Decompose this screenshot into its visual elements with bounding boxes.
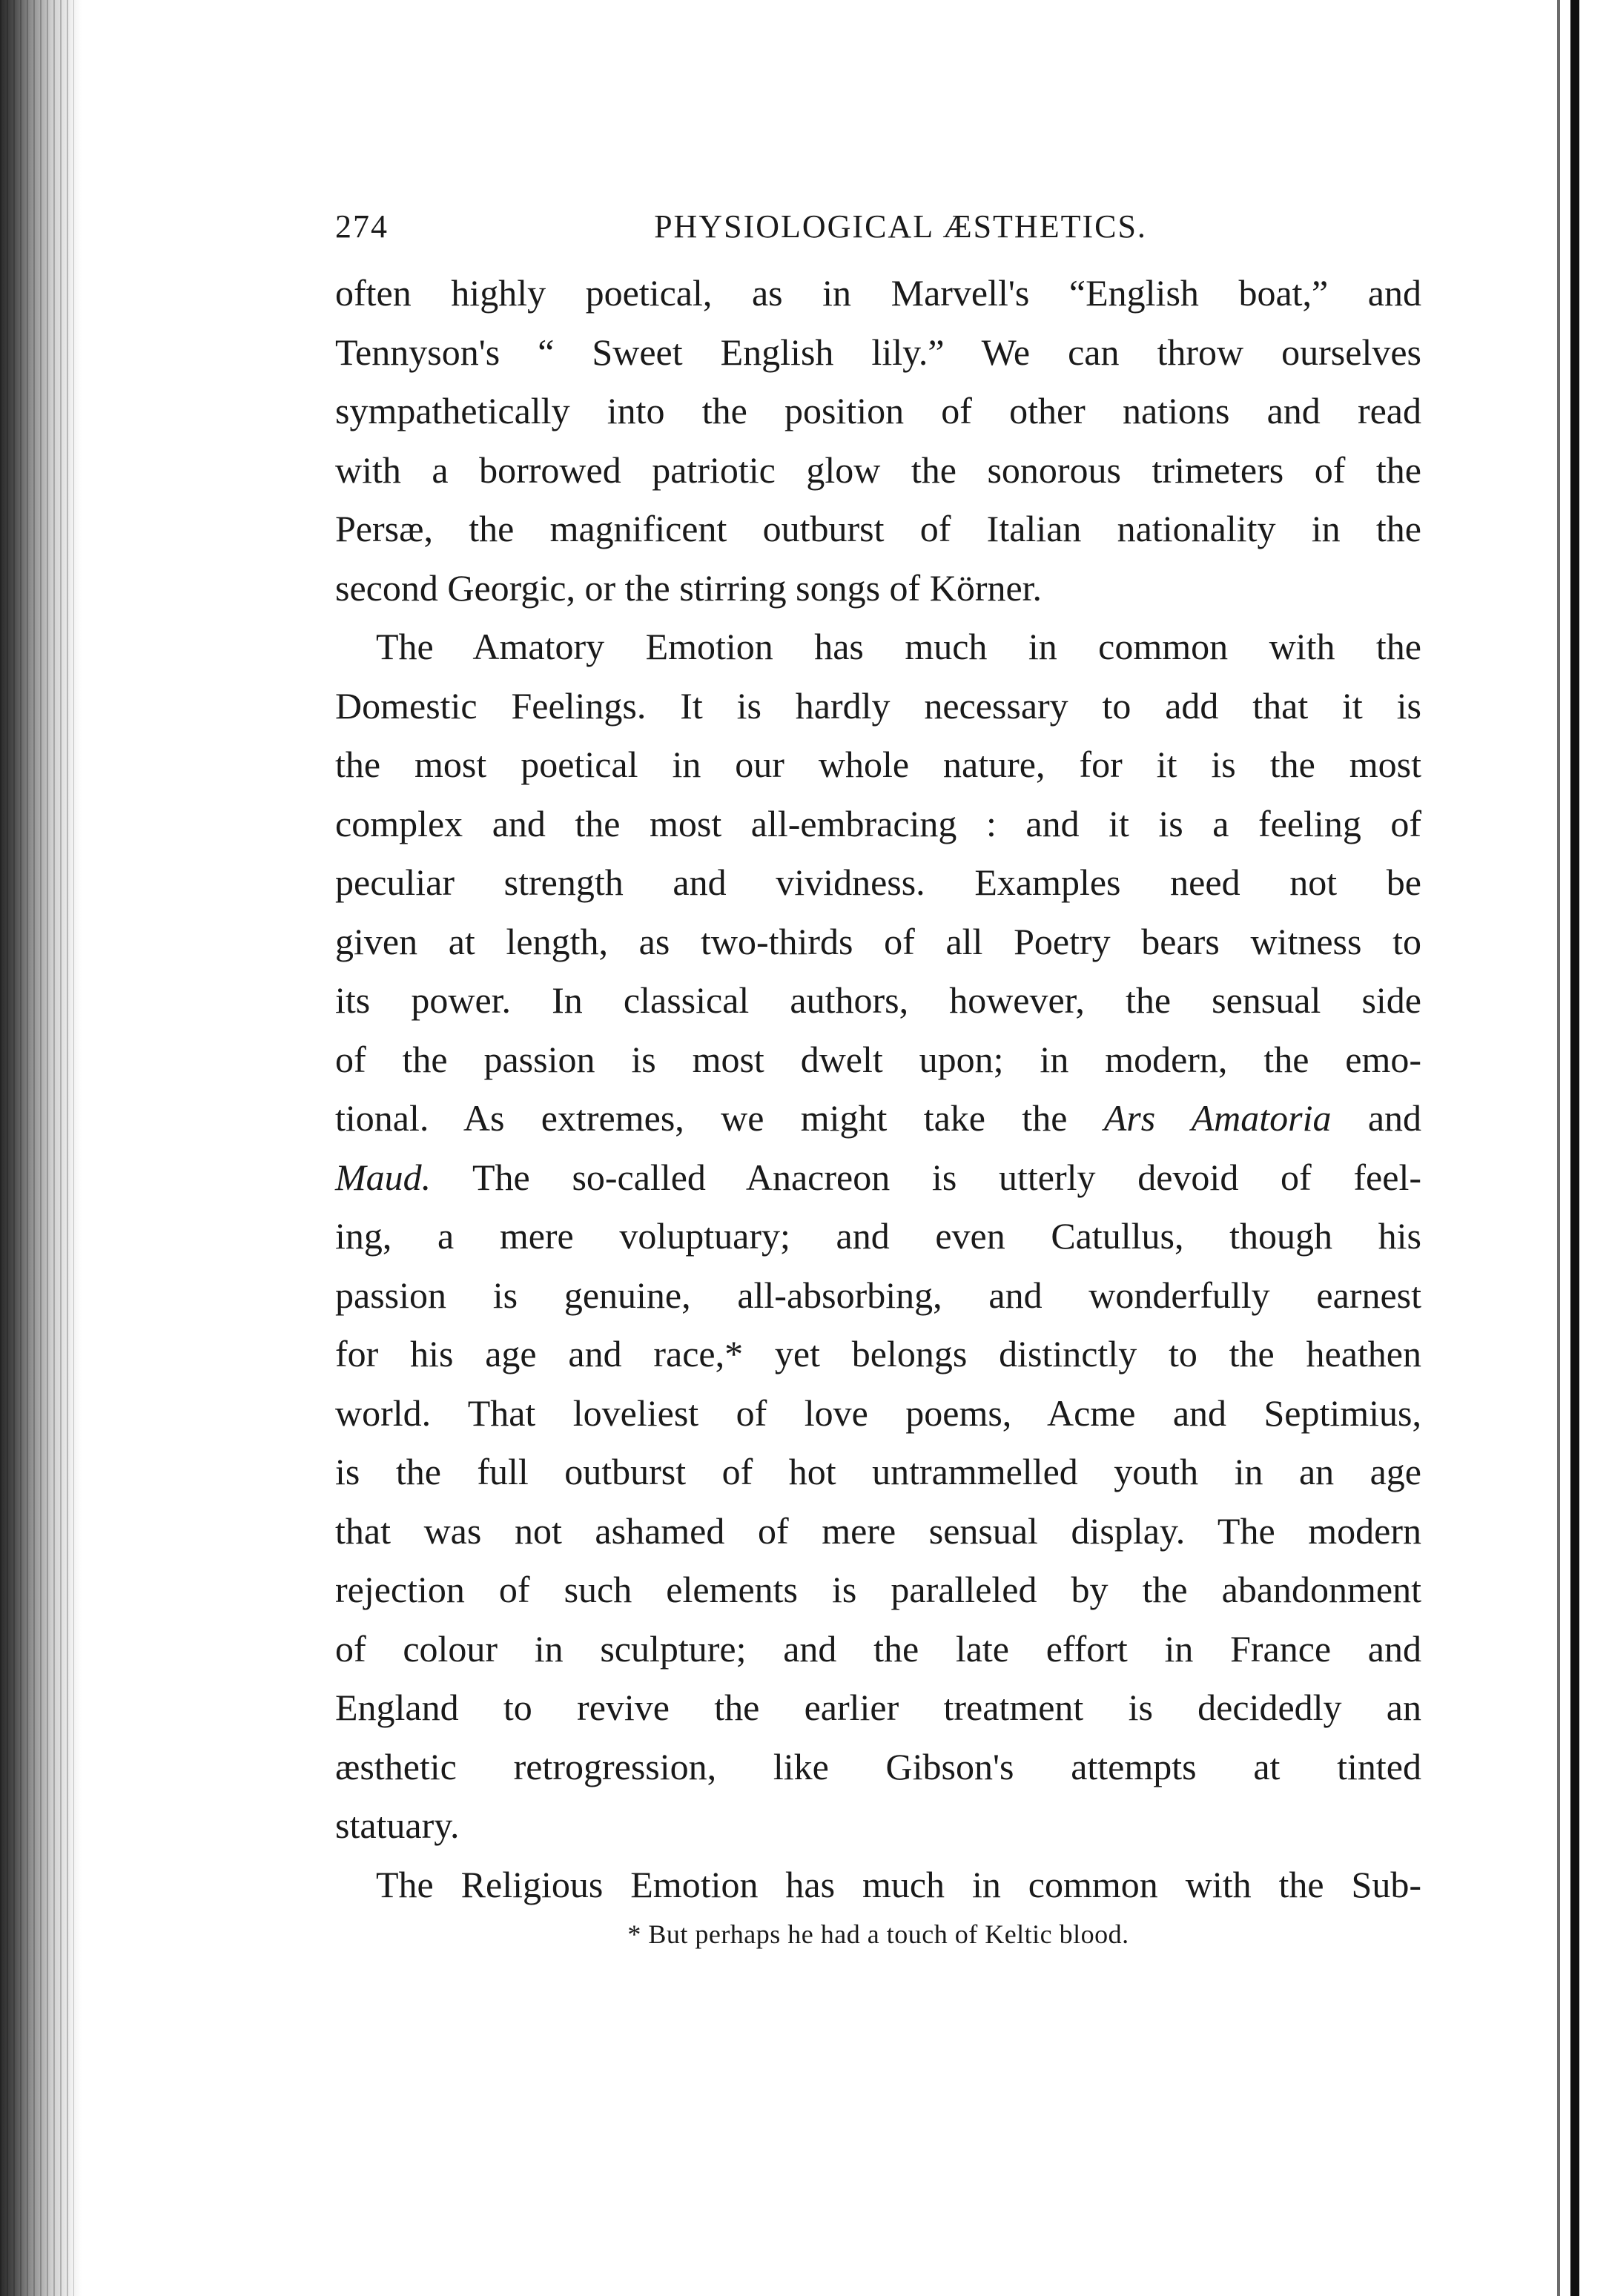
text-line: that was not ashamed of mere sensual display. The modern — [335, 1509, 1421, 1552]
text-run: and — [1367, 1097, 1422, 1139]
page-edge-lines — [0, 0, 74, 2296]
text-line: sympathetically into the position of other nations and read — [335, 390, 1421, 431]
text-run: tional. As extremes, we might take the — [335, 1097, 1068, 1139]
text-line: England to revive the earlier treatment is decidedly an — [335, 1687, 1421, 1728]
text-line: æsthetic retrogression, like Gibson's attempts at tinted — [335, 1745, 1421, 1787]
text-line-with-italic — [335, 1148, 1421, 1208]
body-text — [335, 264, 1421, 1914]
text-line: given at length, as two-thirds of all Poetry bears witness to — [335, 920, 1421, 962]
italic-title-ars-amatoria: Ars Amatoria — [1103, 1097, 1332, 1139]
text-line: peculiar strength and vividness. Examples need not be — [335, 861, 1421, 903]
text-line: passion is genuine, all-absorbing, and wonderfully earnest — [335, 1274, 1421, 1316]
right-page-edge — [1570, 0, 1579, 2296]
text-line: the most poetical in our whole nature, for it is the most — [335, 744, 1421, 785]
page-header — [335, 208, 1421, 259]
text-line: ing, a mere voluptuary; and even Catullus, though his — [335, 1215, 1421, 1257]
text-line: statuary. — [335, 1804, 460, 1846]
text-line: of colour in sculpture; and the late effort in France and — [335, 1627, 1421, 1670]
text-line: is the full outburst of hot untrammelled youth in an age — [335, 1451, 1421, 1492]
text-line: with a borrowed patriotic glow the sonorous trimeters of the — [335, 449, 1421, 491]
text-line: complex and the most all-embracing : and it is a feeling of — [335, 802, 1421, 844]
right-page-edge-thin — [1557, 0, 1560, 2296]
text-line: Persæ, the magnificent outburst of Italian nationality in the — [335, 508, 1421, 549]
text-line: second Georgic, or the stirring songs of Körner. — [335, 566, 1043, 609]
italic-title-maud: Maud. — [335, 1156, 432, 1198]
text-line: The Amatory Emotion has much in common with the — [376, 626, 1421, 667]
running-title: PHYSIOLOGICAL ÆSTHETICS. — [654, 208, 1147, 245]
text-line: The Religious Emotion has much in common with the Sub- — [376, 1863, 1421, 1905]
text-line: world. That loveliest of love poems, Acme and Septimius, — [335, 1392, 1421, 1434]
text-line: often highly poetical, as in Marvell's “English boat,” and — [335, 272, 1421, 314]
text-line-with-italic — [335, 1089, 1421, 1148]
book-page — [335, 208, 1421, 1950]
right-margin — [1579, 0, 1609, 2296]
text-line: rejection of such elements is paralleled by the abandonment — [335, 1569, 1421, 1610]
text-line: for his age and race,* yet belongs distinctly to the heathen — [335, 1333, 1421, 1374]
text-line: Tennyson's “ Sweet English lily.” We can throw ourselves — [335, 331, 1421, 373]
text-line: of the passion is most dwelt upon; in modern, the emo- — [335, 1038, 1421, 1080]
text-run: The so-called Anacreon is utterly devoid of feel- — [472, 1156, 1421, 1198]
text-line: its power. In classical authors, however, the sensual side — [335, 979, 1421, 1021]
page-number: 274 — [335, 208, 389, 245]
footnote: * But perhaps he had a touch of Keltic blood. — [627, 1919, 1129, 1949]
text-line: Domestic Feelings. It is hardly necessary to add that it is — [335, 684, 1421, 727]
